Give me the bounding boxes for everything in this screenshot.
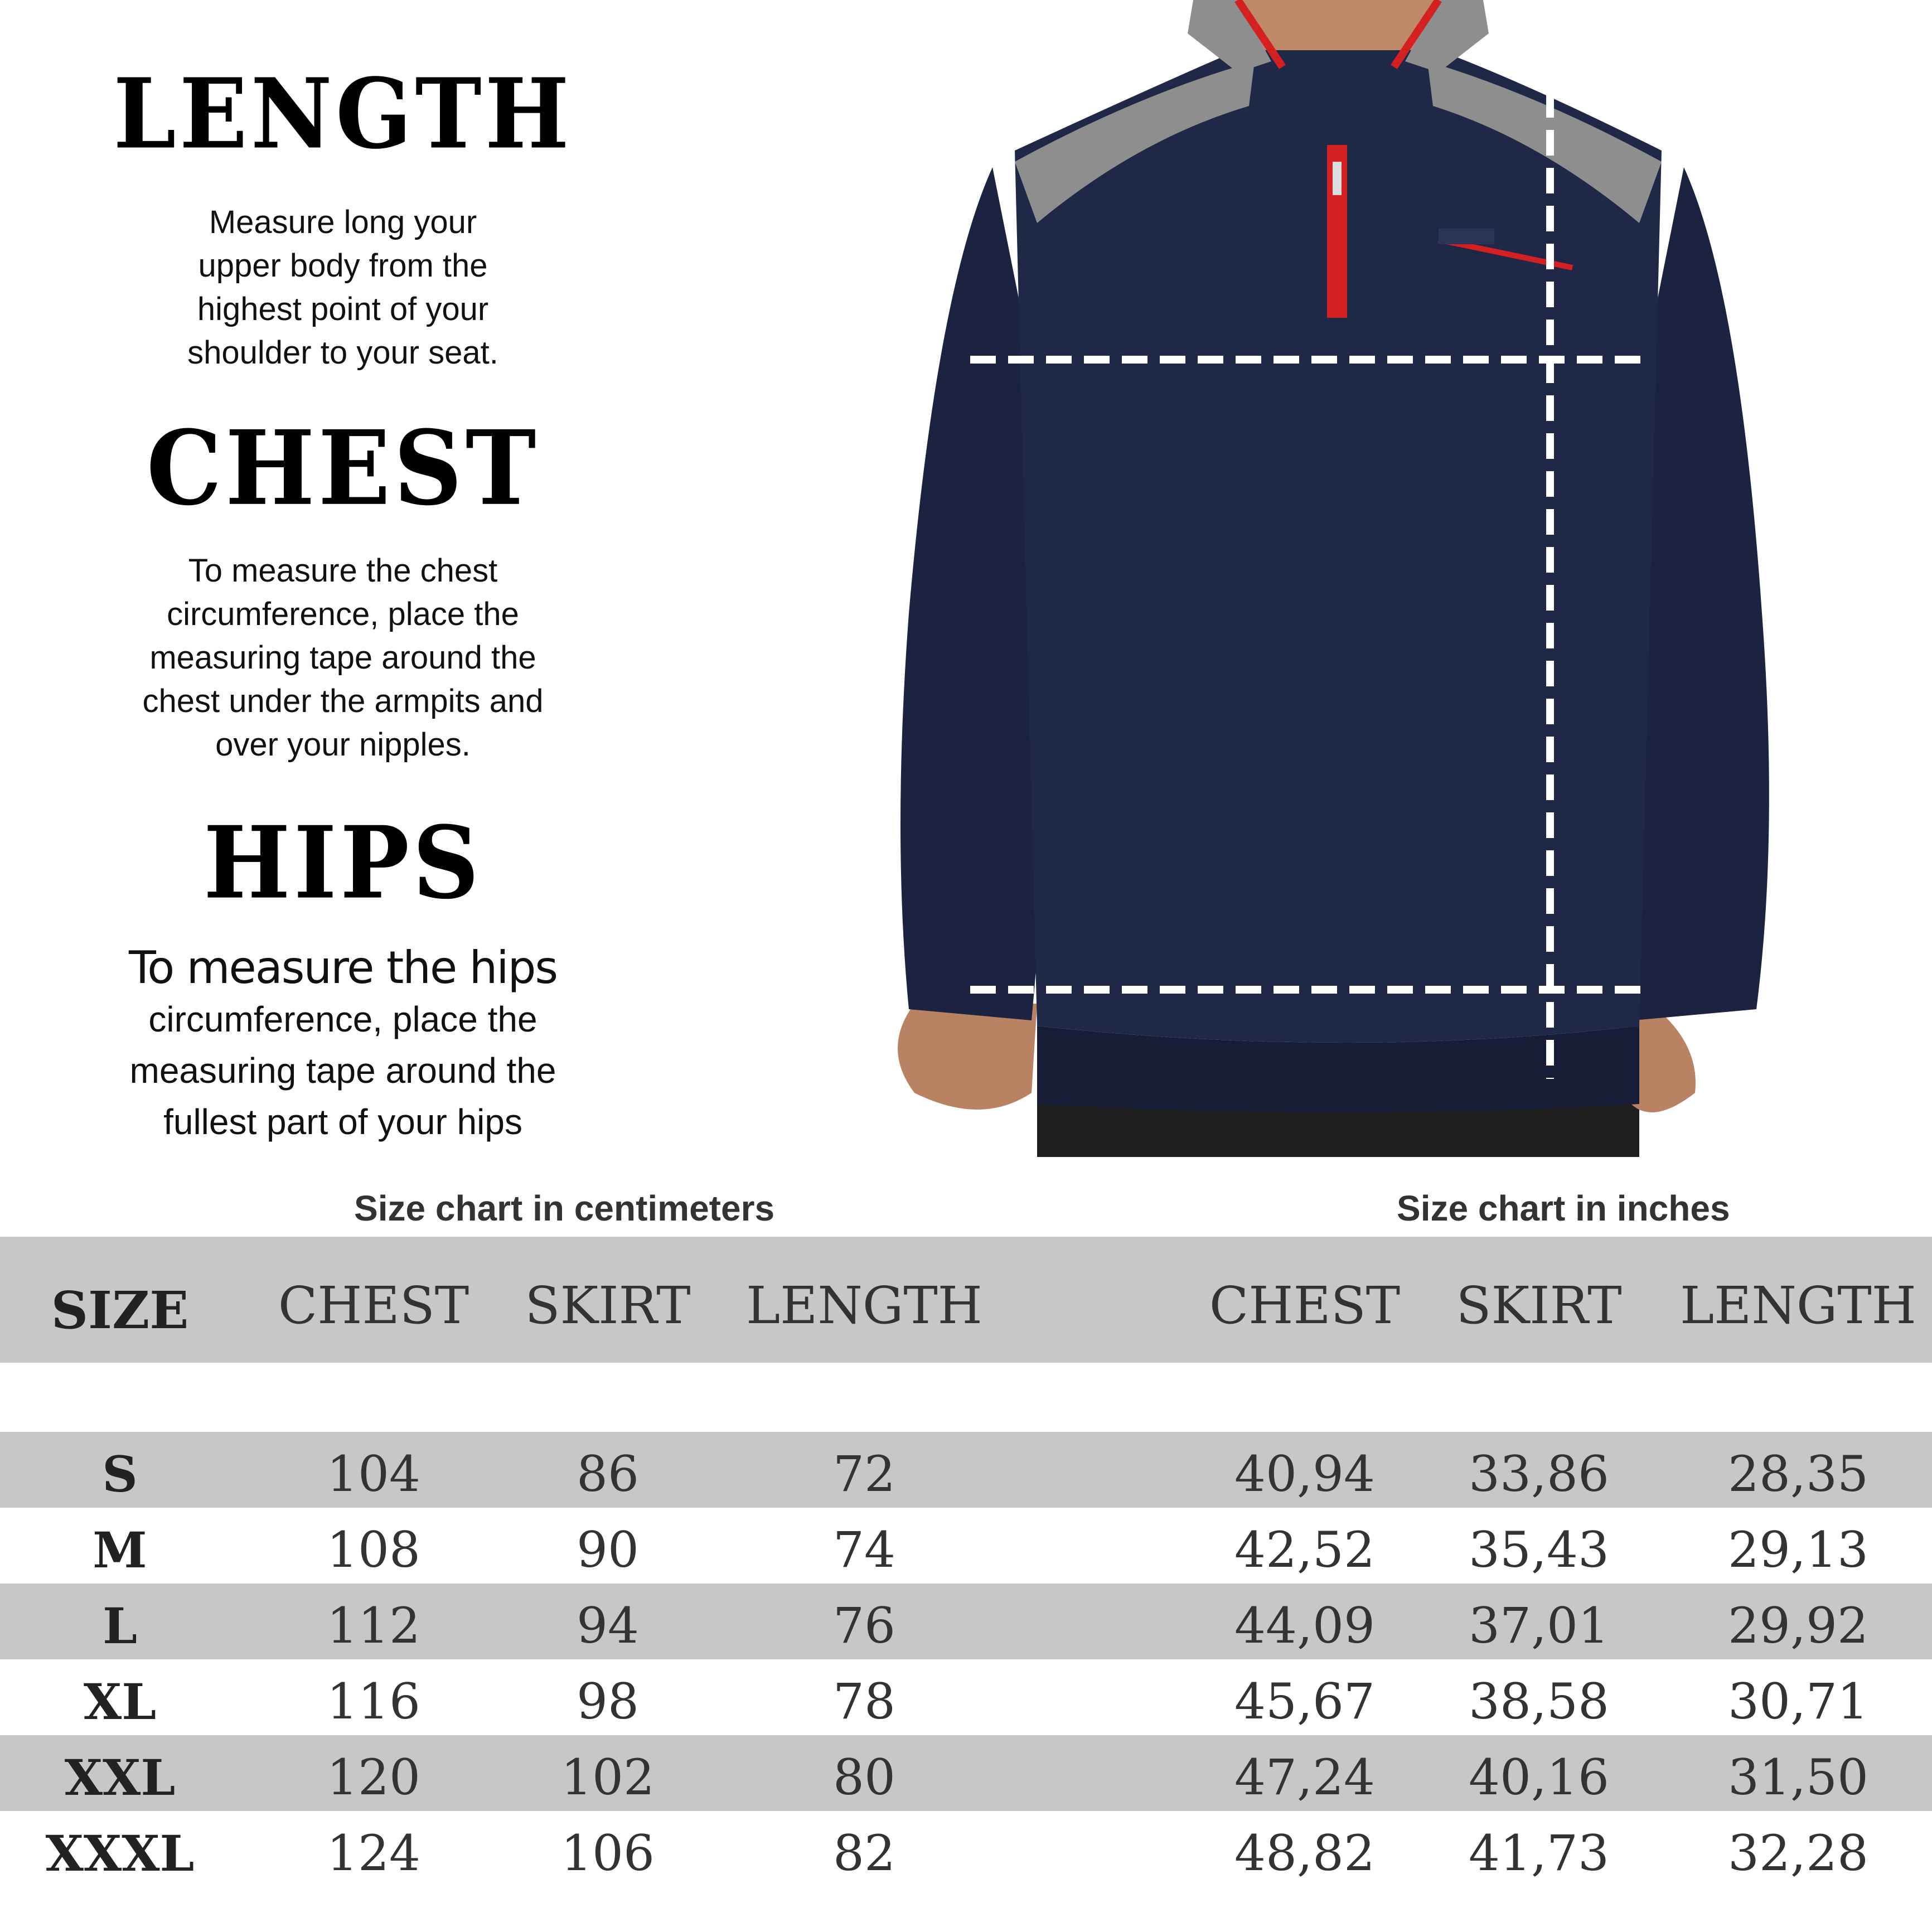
table-row [0,1735,1932,1811]
chest-description [67,549,619,767]
row-in-skirt: 38,58 [1469,1673,1609,1730]
row-size: XXL [64,1749,176,1807]
hips-line: To measure the hips [128,942,558,994]
row-cm-chest: 112 [327,1597,420,1654]
header-cm-length: LENGTH [746,1276,982,1335]
row-in-chest: 40,94 [1234,1445,1375,1503]
row-in-length: 29,92 [1728,1597,1868,1654]
table-row [0,1508,1932,1584]
row-cm-length: 76 [833,1597,895,1654]
row-cm-length: 80 [833,1749,895,1806]
row-size: S [102,1445,138,1503]
sweater-illustration [848,0,1829,1157]
header-in-chest: CHEST [1209,1276,1401,1335]
chest-line: chest under the armpits and [142,683,544,719]
length-heading: LENGTH [113,57,573,171]
row-in-chest: 47,24 [1234,1749,1375,1806]
product-photo-sweater [848,0,1829,1157]
zipper-pull [1333,162,1342,195]
row-in-chest: 48,82 [1234,1824,1375,1882]
row-in-length: 32,28 [1728,1824,1868,1882]
row-in-skirt: 35,43 [1469,1521,1609,1578]
row-in-skirt: 40,16 [1469,1749,1609,1806]
row-cm-skirt: 86 [577,1445,639,1503]
chest-line: circumference, place the [167,596,519,632]
row-cm-chest: 120 [327,1749,420,1806]
table-row [0,1659,1932,1735]
header-in-skirt: SKIRT [1456,1276,1622,1335]
chest-line: over your nipples. [215,727,471,763]
row-in-skirt: 41,73 [1469,1824,1609,1882]
row-in-chest: 45,67 [1234,1673,1375,1730]
length-line: highest point of your [197,291,489,327]
row-cm-length: 78 [833,1673,895,1730]
row-in-length: 31,50 [1728,1749,1868,1806]
header-cm-skirt: SKIRT [525,1276,691,1335]
row-in-skirt: 33,86 [1469,1445,1609,1503]
row-cm-skirt: 98 [577,1673,639,1730]
measurement-guide [0,0,686,1160]
row-size: L [103,1597,137,1655]
row-cm-skirt: 102 [561,1749,655,1806]
row-in-skirt: 37,01 [1469,1597,1609,1654]
row-cm-length: 74 [833,1521,895,1578]
row-in-chest: 44,09 [1234,1597,1375,1654]
length-line: shoulder to your seat. [187,335,498,371]
header-in-length: LENGTH [1680,1276,1916,1335]
chest-line: To measure the chest [188,553,498,589]
length-line: upper body from the [198,248,488,284]
inch-table-title: Size chart in inches [1397,1188,1730,1228]
row-in-length: 28,35 [1728,1445,1868,1503]
hips-line: fullest part of your hips [163,1102,522,1142]
row-cm-skirt: 106 [561,1824,655,1882]
row-in-length: 30,71 [1728,1673,1868,1730]
row-in-length: 29,13 [1728,1521,1868,1578]
row-cm-skirt: 90 [577,1521,639,1578]
row-cm-length: 82 [833,1824,895,1882]
chest-heading: CHEST [146,408,540,529]
length-description [67,201,619,375]
hips-heading: HIPS [203,804,483,921]
table-row [0,1811,1932,1887]
header-size: SIZE [51,1280,189,1340]
row-cm-skirt: 94 [577,1597,639,1654]
row-cm-length: 72 [833,1445,895,1503]
row-size: M [93,1521,147,1579]
row-cm-chest: 104 [327,1445,420,1503]
table-header [0,1237,1932,1363]
cm-table-title: Size chart in centimeters [354,1188,775,1228]
left-hand [898,1004,1037,1110]
row-cm-chest: 108 [327,1521,420,1578]
length-line: Measure long your [209,204,477,240]
hips-description [39,942,647,1147]
row-cm-chest: 116 [327,1673,420,1730]
hips-line: circumference, place the [148,999,538,1039]
row-in-chest: 42,52 [1234,1521,1375,1578]
table-row [0,1432,1932,1508]
row-cm-chest: 124 [327,1824,420,1882]
row-size: XXXL [45,1824,195,1882]
chest-line: measuring tape around the [149,640,536,676]
row-size: XL [83,1673,157,1731]
header-cm-chest: CHEST [278,1276,469,1335]
hips-line: measuring tape around the [129,1050,556,1091]
table-row [0,1584,1932,1659]
